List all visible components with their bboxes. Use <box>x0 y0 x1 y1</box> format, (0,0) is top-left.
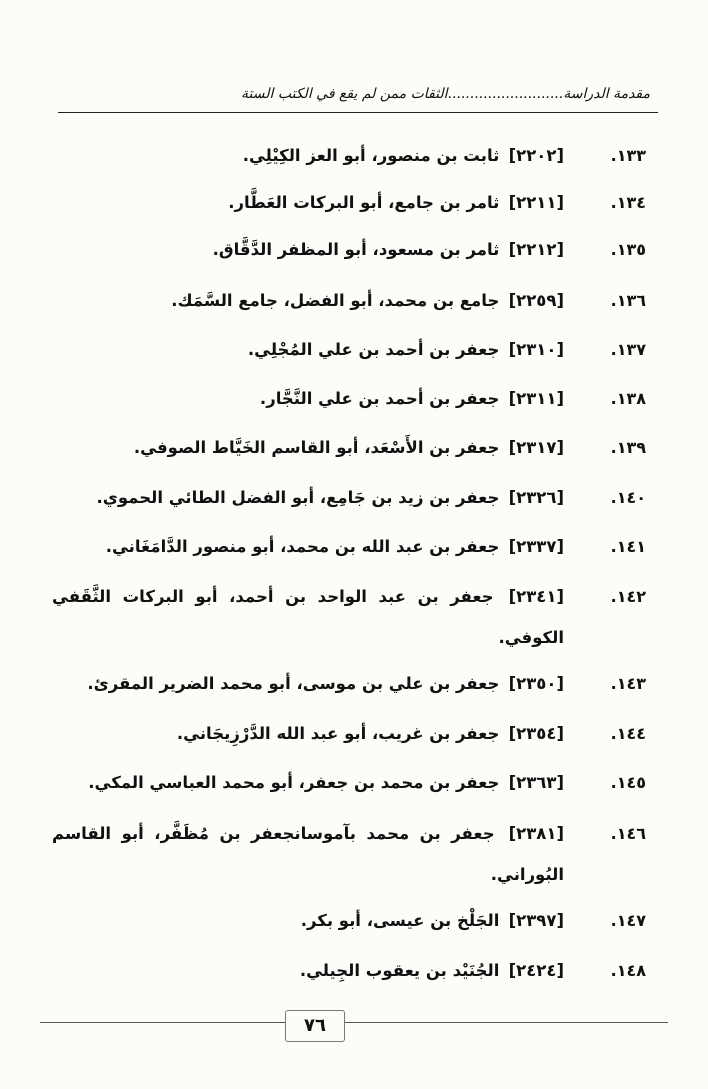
page-number: ٧٦ <box>285 1010 345 1042</box>
list-item <box>52 526 646 567</box>
entry-number: ١٣٤. <box>610 193 646 212</box>
list-item <box>52 950 646 991</box>
entry-number: ١٤٣. <box>610 674 646 693</box>
running-head-dots: .......................... <box>447 86 564 102</box>
entry-name: ثامر بن جامع، أبو البركات العَطَّار. <box>228 193 500 212</box>
entry-code: [٢٢١٢] <box>508 240 564 259</box>
entry-code: [٢٣٢٦] <box>508 488 564 507</box>
list-item <box>52 713 646 754</box>
list-item <box>52 182 646 223</box>
entry-name: ثامر بن مسعود، أبو المظفر الدَّقَّاق. <box>212 240 500 259</box>
entry-code: [٢٣٥٠] <box>508 674 564 693</box>
entry-code: [٢٣١٧] <box>508 438 564 457</box>
list-item <box>52 762 646 803</box>
entry-name: جعفر بن عبد الواحد بن أحمد، أبو البركات الثَّقَفي الكوفي. <box>52 587 564 647</box>
entry-name: جعفر بن محمد بن جعفر، أبو محمد العباسي المكي. <box>88 773 500 792</box>
entry-name: الجَلْخ بن عيسى، أبو بكر. <box>300 911 500 930</box>
entry-number: ١٤٨. <box>610 961 646 980</box>
entry-number: ١٣٩. <box>610 438 646 457</box>
entry-number: ١٤٤. <box>610 724 646 743</box>
list-item <box>52 663 646 704</box>
entry-number: ١٤٦. <box>610 824 646 843</box>
entry-code: [٢٣٤١] <box>508 587 564 606</box>
entry-code: [٢٤٢٤] <box>508 961 564 980</box>
list-item <box>52 576 646 658</box>
entry-code: [٢٣٣٧] <box>508 537 564 556</box>
entry-number: ١٤٢. <box>610 587 646 606</box>
entry-code: [٢٣١١] <box>508 389 564 408</box>
entry-name: جعفر بن أحمد بن علي المُجْلِي. <box>247 340 500 359</box>
entry-number: ١٣٣. <box>610 146 646 165</box>
entry-name: جامع بن محمد، أبو الفضل، جامع السَّمَك. <box>171 291 500 310</box>
entry-code: [٢٢٥٩] <box>508 291 564 310</box>
list-item <box>52 329 646 370</box>
list-item <box>52 427 646 468</box>
footer-rule <box>40 1022 668 1023</box>
header-rule <box>58 112 658 113</box>
entry-number: ١٤٧. <box>610 911 646 930</box>
running-head-title: الثقات ممن لم يقع في الكتب الستة <box>241 86 448 102</box>
list-item <box>52 813 646 895</box>
list-item <box>52 229 646 270</box>
entry-number: ١٣٨. <box>610 389 646 408</box>
list-item <box>52 378 646 419</box>
list-item <box>52 280 646 321</box>
list-item <box>52 900 646 941</box>
entry-code: [٢٣٨١] <box>508 824 564 843</box>
entry-name: جعفر بن محمد بآموسانجعفر بن مُظَفَّر، أبو القاسم البُوراني. <box>52 824 564 884</box>
entry-name: جعفر بن غريب، أبو عبد الله الدَّرْزِيجَاني. <box>176 724 500 743</box>
entry-name: جعفر بن الأَسْعَد، أبو القاسم الخَيَّاط الصوفي. <box>133 438 500 457</box>
entry-code: [٢٣٦٣] <box>508 773 564 792</box>
running-head <box>58 86 650 112</box>
entry-name: الجُنَيْد بن يعقوب الجِيلي. <box>299 961 500 980</box>
list-item <box>52 477 646 518</box>
running-head-section: مقدمة الدراسة <box>563 86 650 102</box>
entry-name: جعفر بن زيد بن جَامِع، أبو الفضل الطائي الحموي. <box>96 488 500 507</box>
entry-name: ثابت بن منصور، أبو العز الكِيْلِي. <box>242 146 500 165</box>
entry-name: جعفر بن علي بن موسى، أبو محمد الضرير المقرئ. <box>87 674 500 693</box>
entry-code: [٢٣٥٤] <box>508 724 564 743</box>
entry-code: [٢٣٩٧] <box>508 911 564 930</box>
entry-number: ١٤٠. <box>610 488 646 507</box>
entry-name: جعفر بن أحمد بن علي النَّجَّار. <box>259 389 500 408</box>
entry-number: ١٤١. <box>610 537 646 556</box>
entry-code: [٢٢٠٢] <box>508 146 564 165</box>
list-item <box>52 135 646 176</box>
entry-number: ١٣٥. <box>610 240 646 259</box>
entry-number: ١٣٧. <box>610 340 646 359</box>
entry-number: ١٣٦. <box>610 291 646 310</box>
entry-number: ١٤٥. <box>610 773 646 792</box>
entry-code: [٢٣١٠] <box>508 340 564 359</box>
entry-code: [٢٢١١] <box>508 193 564 212</box>
entry-name: جعفر بن عبد الله بن محمد، أبو منصور الدَّامَغَاني. <box>105 537 500 556</box>
